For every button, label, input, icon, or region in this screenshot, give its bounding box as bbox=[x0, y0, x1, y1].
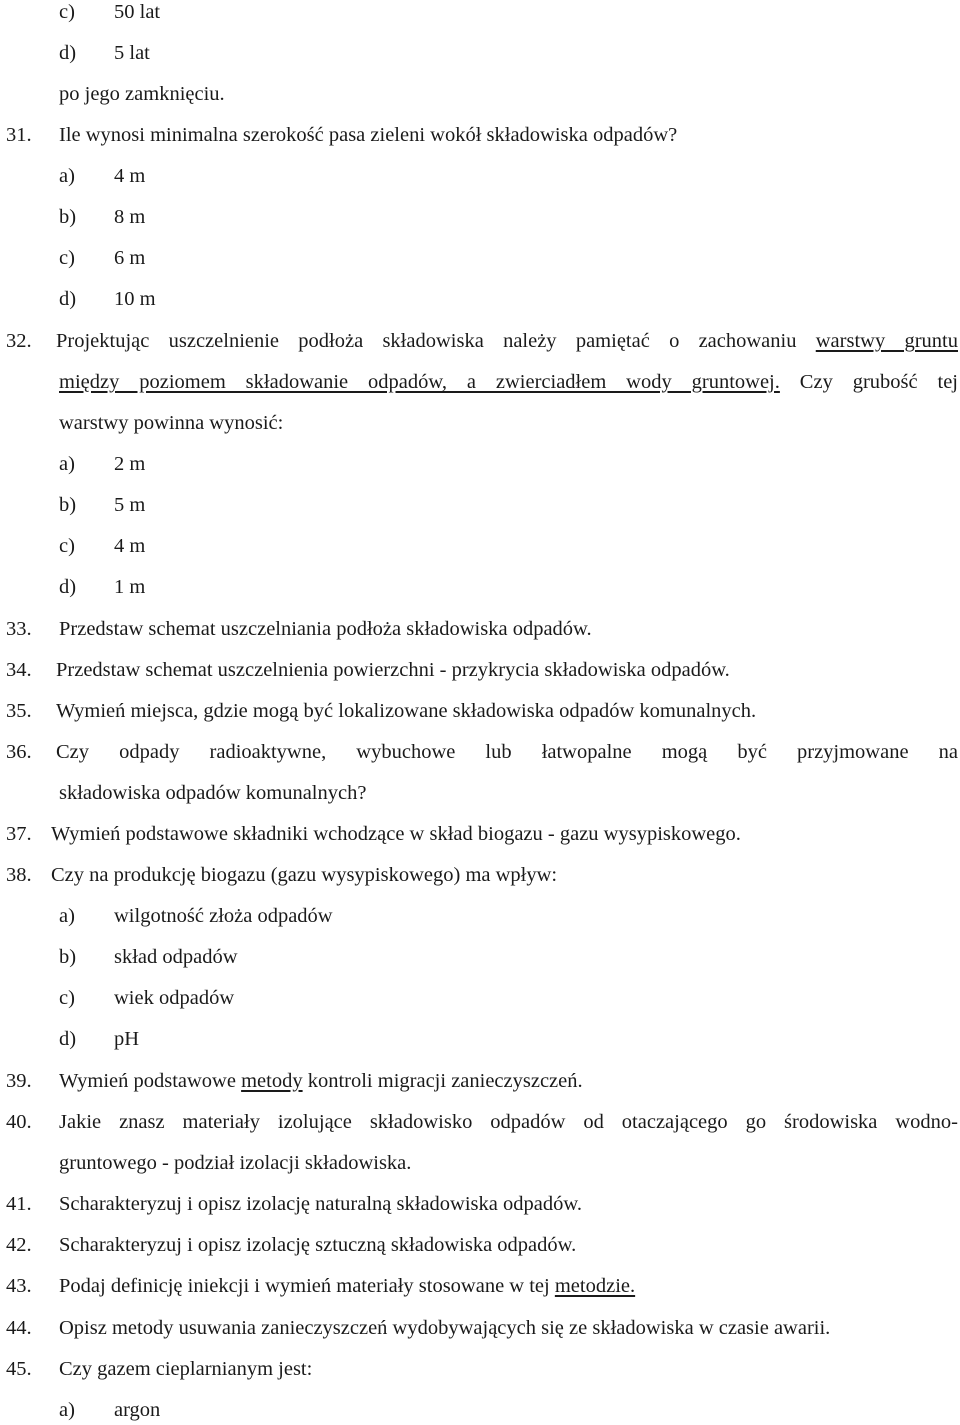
question-number: 43. bbox=[6, 1275, 32, 1297]
option-text: 6 m bbox=[114, 247, 146, 269]
question-text: Przedstaw schemat uszczelniania podłoża składowiska odpadów. bbox=[59, 618, 592, 640]
question-text-plain: Podaj definicję iniekcji i wymień materiały stosowane w tej bbox=[59, 1275, 550, 1297]
question-text-line-1 bbox=[56, 326, 958, 356]
question-number: 35. bbox=[6, 700, 32, 722]
question-number: 31. bbox=[6, 124, 32, 146]
question-number: 37. bbox=[6, 823, 32, 845]
option-letter: a) bbox=[59, 453, 75, 475]
option-letter: b) bbox=[59, 494, 77, 516]
option-letter: c) bbox=[59, 1, 75, 23]
question-text: Scharakteryzuj i opisz izolację naturalną składowiska odpadów. bbox=[59, 1193, 582, 1215]
question-text-plain: Projektując uszczelnienie podłoża składowiska należy pamiętać o zachowaniu bbox=[56, 330, 797, 352]
question-text-line-1: Czy odpady radioaktywne, wybuchowe lub łatwopalne mogą być przyjmowane na bbox=[56, 741, 958, 763]
option-letter: b) bbox=[59, 946, 77, 968]
option-text: 5 m bbox=[114, 494, 146, 516]
question-text-line-1: Jakie znasz materiały izolujące składowisko odpadów od otaczającego go środowiska wodno- bbox=[59, 1111, 958, 1133]
option-text: 10 m bbox=[114, 288, 156, 310]
question-text: Ile wynosi minimalna szerokość pasa zieleni wokół składowiska odpadów? bbox=[59, 124, 678, 146]
option-text: 8 m bbox=[114, 206, 146, 228]
option-text: pH bbox=[114, 1028, 140, 1050]
option-letter: d) bbox=[59, 42, 77, 64]
option-letter: c) bbox=[59, 247, 75, 269]
question-text-underlined: między poziomem składowanie odpadów, a zwierciadłem wody gruntowej. bbox=[59, 371, 780, 393]
option-letter: a) bbox=[59, 905, 75, 927]
option-text: 5 lat bbox=[114, 42, 150, 64]
option-letter: d) bbox=[59, 288, 77, 310]
option-letter: d) bbox=[59, 576, 77, 598]
question-text-line-2 bbox=[59, 367, 958, 397]
question-number: 42. bbox=[6, 1234, 32, 1256]
option-text: 50 lat bbox=[114, 1, 161, 23]
question-text-line-2: gruntowego - podział izolacji składowiska. bbox=[59, 1152, 412, 1174]
option-letter: d) bbox=[59, 1028, 77, 1050]
question-number: 41. bbox=[6, 1193, 32, 1215]
question-number: 34. bbox=[6, 659, 32, 681]
question-text: Scharakteryzuj i opisz izolację sztuczną składowiska odpadów. bbox=[59, 1234, 577, 1256]
question-text-plain: kontroli migracji zanieczyszczeń. bbox=[307, 1070, 583, 1092]
question-number: 33. bbox=[6, 618, 32, 640]
question-text-underlined: metody bbox=[241, 1070, 303, 1092]
question-text: Przedstaw schemat uszczelnienia powierzchni - przykrycia składowiska odpadów. bbox=[56, 659, 730, 681]
question-text-plain: Wymień podstawowe bbox=[59, 1070, 236, 1092]
option-text: 4 m bbox=[114, 535, 146, 557]
question-text: Wymień podstawowe składniki wchodzące w skład biogazu - gazu wysypiskowego. bbox=[51, 823, 741, 845]
question-number: 36. bbox=[6, 741, 32, 763]
question-text: Opisz metody usuwania zanieczyszczeń wydobywających się ze składowiska w czasie awarii. bbox=[59, 1317, 831, 1339]
question-text: Czy gazem cieplarnianym jest: bbox=[59, 1358, 313, 1380]
closing-text: po jego zamknięciu. bbox=[59, 83, 225, 105]
question-number: 39. bbox=[6, 1070, 32, 1092]
question-text: Czy na produkcję biogazu (gazu wysypiskowego) ma wpływ: bbox=[51, 864, 558, 886]
option-letter: a) bbox=[59, 165, 75, 187]
question-text-line-2: składowiska odpadów komunalnych? bbox=[59, 782, 367, 804]
option-text: 1 m bbox=[114, 576, 146, 598]
question-text bbox=[59, 1271, 635, 1301]
question-text-underlined: warstwy gruntu bbox=[815, 330, 958, 352]
option-text: argon bbox=[114, 1399, 161, 1421]
question-number: 44. bbox=[6, 1317, 32, 1339]
option-text: 4 m bbox=[114, 165, 146, 187]
option-letter: c) bbox=[59, 987, 75, 1009]
option-text: 2 m bbox=[114, 453, 146, 475]
question-text-line-3: warstwy powinna wynosić: bbox=[59, 412, 284, 434]
option-letter: a) bbox=[59, 1399, 75, 1421]
question-text bbox=[59, 1066, 583, 1096]
question-number: 32. bbox=[6, 330, 32, 352]
option-letter: b) bbox=[59, 206, 77, 228]
question-text: Wymień miejsca, gdzie mogą być lokalizowane składowiska odpadów komunalnych. bbox=[56, 700, 757, 722]
question-text-plain: Czy grubość tej bbox=[799, 371, 959, 393]
option-text: wilgotność złoża odpadów bbox=[114, 905, 333, 927]
question-number: 40. bbox=[6, 1111, 32, 1133]
question-number: 38. bbox=[6, 864, 32, 886]
question-number: 45. bbox=[6, 1358, 32, 1380]
option-letter: c) bbox=[59, 535, 75, 557]
question-text-underlined: metodzie. bbox=[554, 1275, 636, 1297]
option-text: skład odpadów bbox=[114, 946, 238, 968]
option-text: wiek odpadów bbox=[114, 987, 235, 1009]
